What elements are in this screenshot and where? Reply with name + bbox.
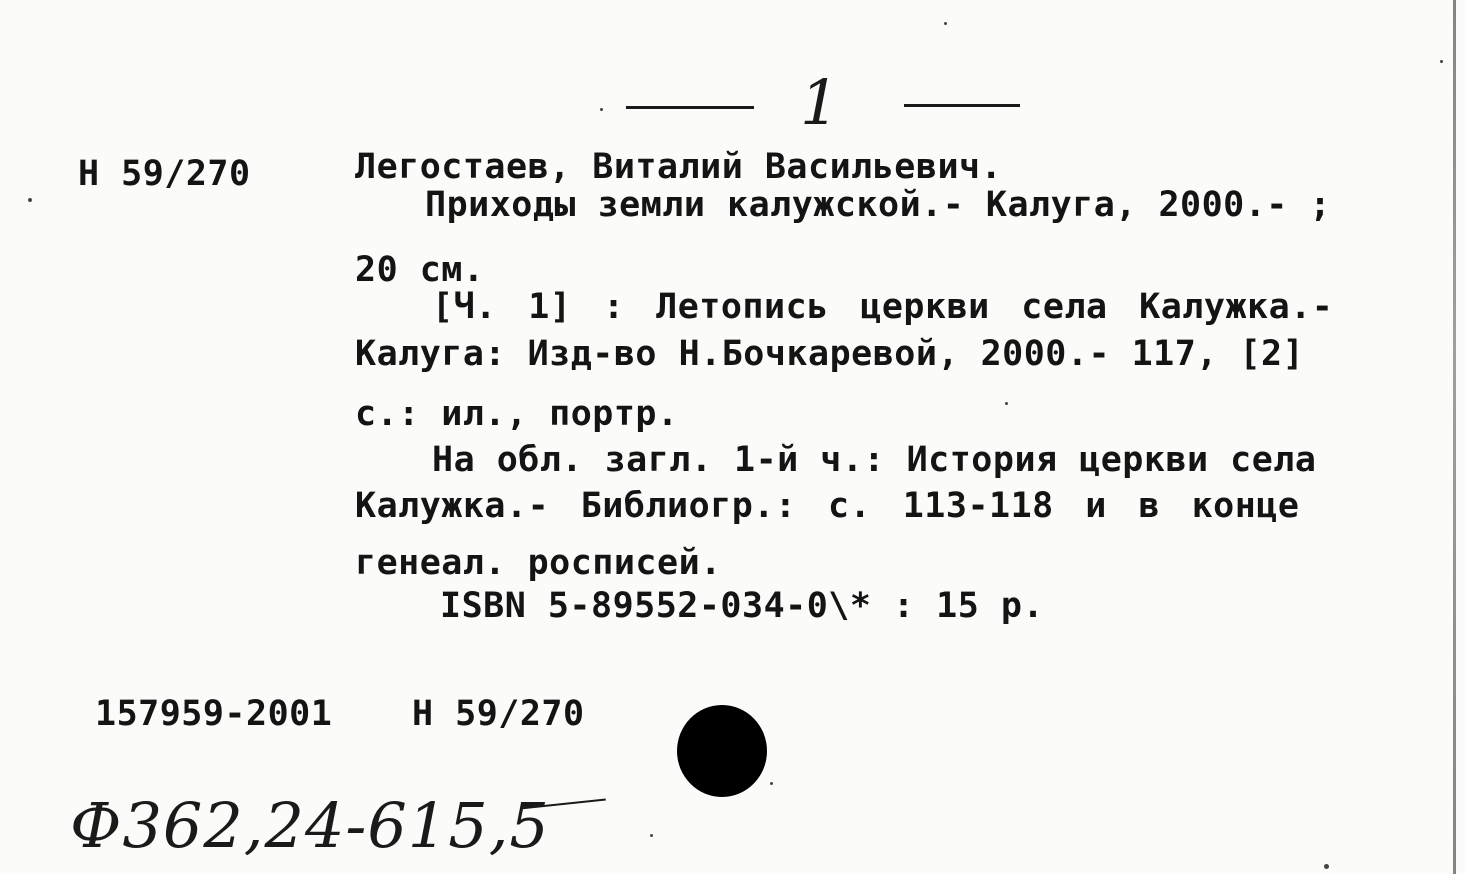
genealogy-line: генеал. росписей. [355, 543, 722, 583]
scan-speck [650, 834, 653, 837]
shelfmark-bottom: Н 59/270 [412, 694, 585, 734]
accession-number: 157959-2001 [95, 694, 333, 734]
bibliography-line: Калужка.- Библиогр.: с. 113-118 и в конце [355, 486, 1300, 526]
part-line: [Ч. 1] : Летопись церкви села Калужка.- [432, 287, 1334, 327]
card-number: 1 [800, 66, 840, 139]
scan-speck [1440, 60, 1443, 63]
scan-speck [1324, 864, 1329, 869]
title-line: Приходы земли калужской.- Калуга, 2000.- ; [425, 185, 1332, 225]
scan-speck [944, 22, 947, 25]
isbn-line: ISBN 5-89552-034-0\* : 15 р. [440, 586, 1045, 626]
publisher-line: Калуга: Изд-во Н.Бочкаревой, 2000.- 117, [2] [355, 334, 1305, 374]
punch-hole [677, 705, 767, 797]
author-heading: Легостаев, Виталий Васильевич. [355, 147, 1003, 187]
size-line: 20 см. [355, 250, 485, 290]
card-edge-shadow [1453, 0, 1456, 874]
scan-speck [600, 108, 603, 111]
scan-speck [28, 198, 32, 202]
scan-speck [770, 782, 773, 785]
handwritten-code: Ф362,24-615,5 [70, 789, 550, 862]
top-rule-left [626, 106, 754, 109]
shelfmark: Н 59/270 [78, 154, 251, 194]
pages-line: с.: ил., портр. [355, 394, 679, 434]
scan-speck [1005, 402, 1008, 405]
note-line: На обл. загл. 1-й ч.: История церкви села [432, 440, 1317, 480]
top-rule-right [904, 104, 1020, 107]
